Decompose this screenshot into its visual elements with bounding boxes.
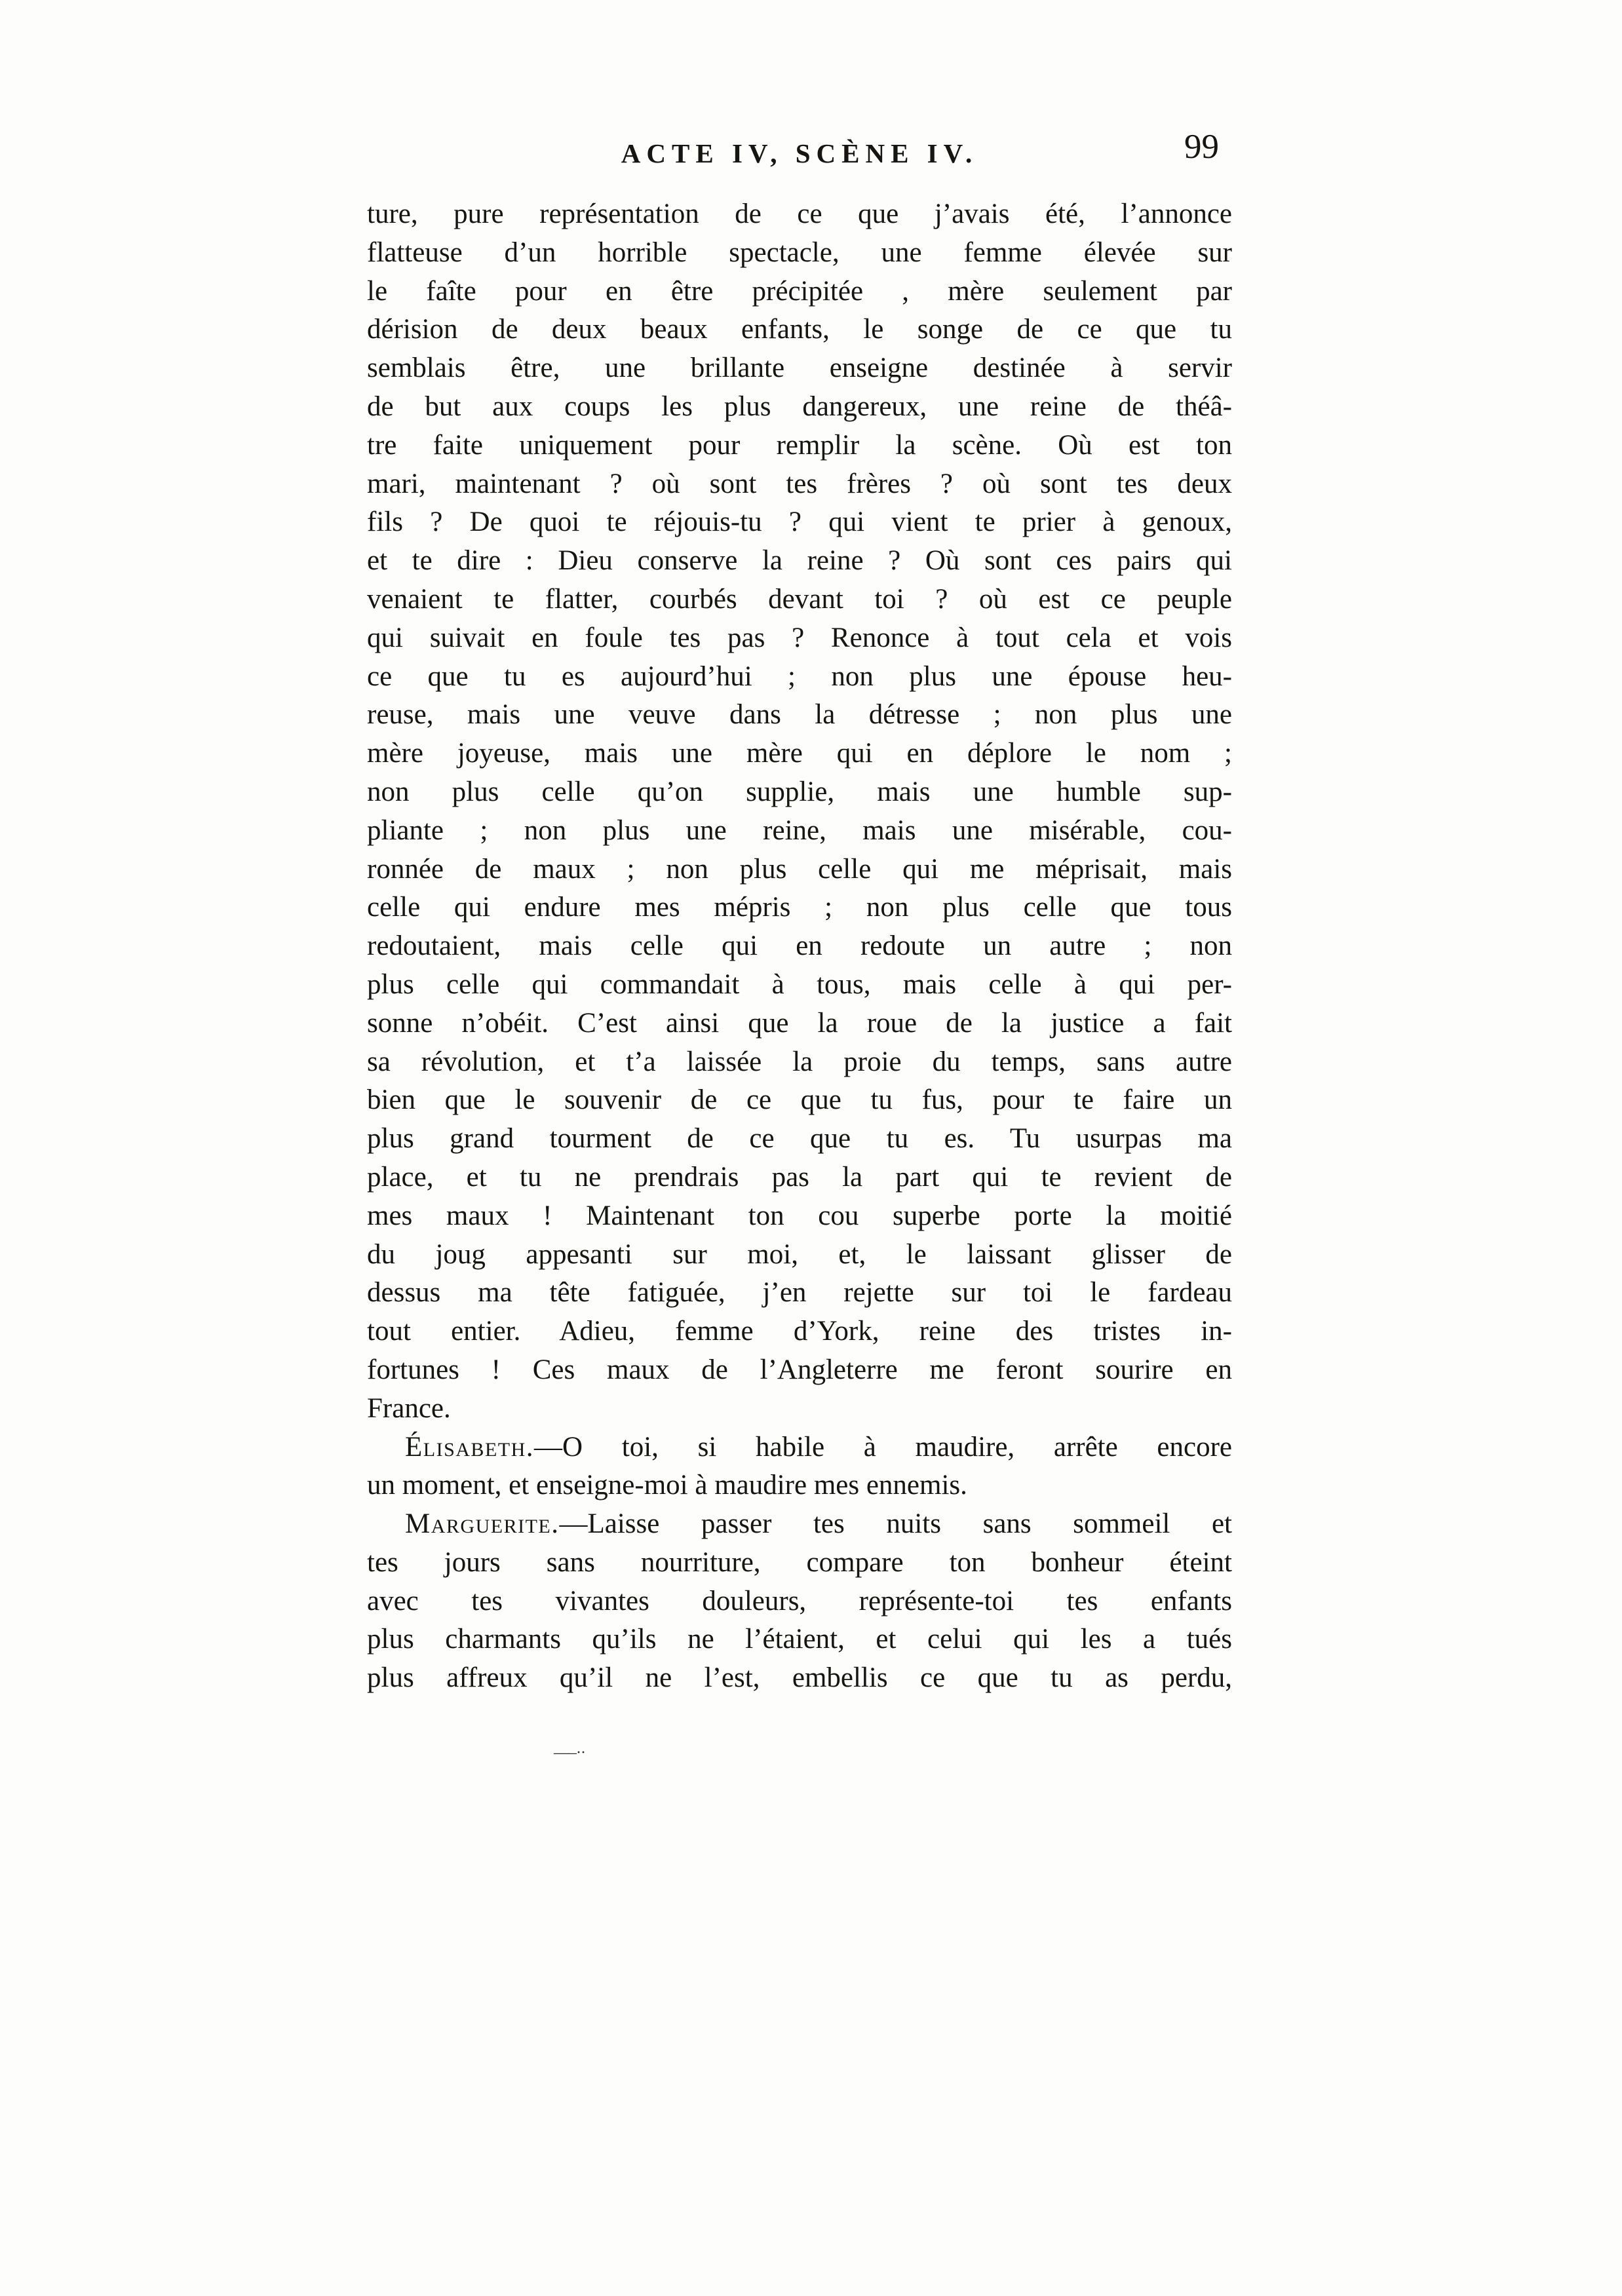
- text-line: tre faite uniquement pour remplir la scène. Où est ton: [367, 429, 1232, 461]
- printing-signature-mark: —–··: [554, 1744, 585, 1761]
- text-line: reuse, mais une veuve dans la détresse ; non plus une: [367, 699, 1232, 731]
- speaker-name-marguerite: Marguerite.: [405, 1508, 560, 1540]
- speaker-name-elisabeth: Élisabeth.: [405, 1431, 535, 1463]
- text-line: qui suivait en foule tes pas ? Renonce à tout cela et vois: [367, 622, 1232, 653]
- page-number: 99: [1184, 128, 1219, 166]
- text-line: bien que le souvenir de ce que tu fus, pour te faire un: [367, 1084, 1232, 1116]
- text-line: mari, maintenant ? où sont tes frères ? où sont tes deux: [367, 468, 1232, 499]
- text-line: de but aux coups les plus dangereux, une reine de théâ-: [367, 391, 1232, 422]
- text-line: [367, 1505, 1232, 1544]
- paragraph-margaret-speech: [367, 195, 1232, 1428]
- text-block: [367, 195, 1232, 1698]
- speech-text: —O toi, si habile à maudire, arrête encore: [534, 1431, 1232, 1463]
- text-line: France.: [367, 1392, 451, 1424]
- text-line: tes jours sans nourriture, compare ton bonheur éteint: [367, 1546, 1232, 1578]
- text-line: le faîte pour en être précipitée , mère seulement par: [367, 275, 1232, 307]
- text-line: redoutaient, mais celle qui en redoute un autre ; non: [367, 930, 1232, 962]
- text-line: [367, 1428, 1232, 1467]
- text-line: du joug appesanti sur moi, et, le laissant glisser de: [367, 1238, 1232, 1270]
- running-header: ACTE IV, SCÈNE IV.: [621, 138, 978, 168]
- text-line: et te dire : Dieu conserve la reine ? Où sont ces pairs qui: [367, 545, 1232, 577]
- text-line: plus grand tourment de ce que tu es. Tu usurpas ma: [367, 1123, 1232, 1155]
- text-line: tout entier. Adieu, femme d’York, reine des tristes in-: [367, 1316, 1232, 1347]
- text-line: ture, pure représentation de ce que j’avais été, l’annonce: [367, 199, 1232, 229]
- text-line: celle qui endure mes mépris ; non plus celle que tous: [367, 892, 1232, 923]
- text-line: mère joyeuse, mais une mère qui en déplore le nom ;: [367, 738, 1232, 769]
- text-line: dessus ma tête fatiguée, j’en rejette sur toi le fardeau: [367, 1277, 1232, 1309]
- text-line: sa révolution, et t’a laissée la proie du temps, sans autre: [367, 1046, 1232, 1077]
- text-line: mes maux ! Maintenant ton cou superbe porte la moitié: [367, 1200, 1232, 1231]
- text-line: ronnée de maux ; non plus celle qui me méprisait, mais: [367, 853, 1232, 885]
- text-line: plus celle qui commandait à tous, mais celle à qui per-: [367, 968, 1232, 1000]
- paragraph-elisabeth-speech: [367, 1428, 1232, 1506]
- text-line: flatteuse d’un horrible spectacle, une femme élevée sur: [367, 237, 1232, 268]
- text-line: dérision de deux beaux enfants, le songe de ce que tu: [367, 314, 1232, 345]
- text-line: sonne n’obéit. C’est ainsi que la roue de la justice a fait: [367, 1007, 1232, 1039]
- text-line: non plus celle qu’on supplie, mais une humble sup-: [367, 776, 1232, 807]
- text-line: fils ? De quoi te réjouis-tu ? qui vient te prier à genoux,: [367, 507, 1232, 538]
- text-line: semblais être, une brillante enseigne destinée à servir: [367, 353, 1232, 384]
- text-line: place, et tu ne prendrais pas la part qui te revient de: [367, 1161, 1232, 1193]
- text-line: fortunes ! Ces maux de l’Angleterre me feront sourire en: [367, 1354, 1232, 1385]
- text-line: un moment, et enseigne-moi à maudire mes ennemis.: [367, 1470, 967, 1501]
- text-line: ce que tu es aujourd’hui ; non plus une épouse heu-: [367, 660, 1232, 692]
- text-line: plus affreux qu’il ne l’est, embellis ce que tu as perdu,: [367, 1662, 1232, 1694]
- text-line: pliante ; non plus une reine, mais une misérable, cou-: [367, 814, 1232, 846]
- text-line: plus charmants qu’ils ne l’étaient, et celui qui les a tués: [367, 1624, 1232, 1655]
- text-line: venaient te flatter, courbés devant toi ? où est ce peuple: [367, 583, 1232, 615]
- speech-text: —Laisse passer tes nuits sans sommeil et: [559, 1508, 1232, 1540]
- text-line: avec tes vivantes douleurs, représente-toi tes enfants: [367, 1585, 1232, 1617]
- paragraph-marguerite-speech: [367, 1505, 1232, 1698]
